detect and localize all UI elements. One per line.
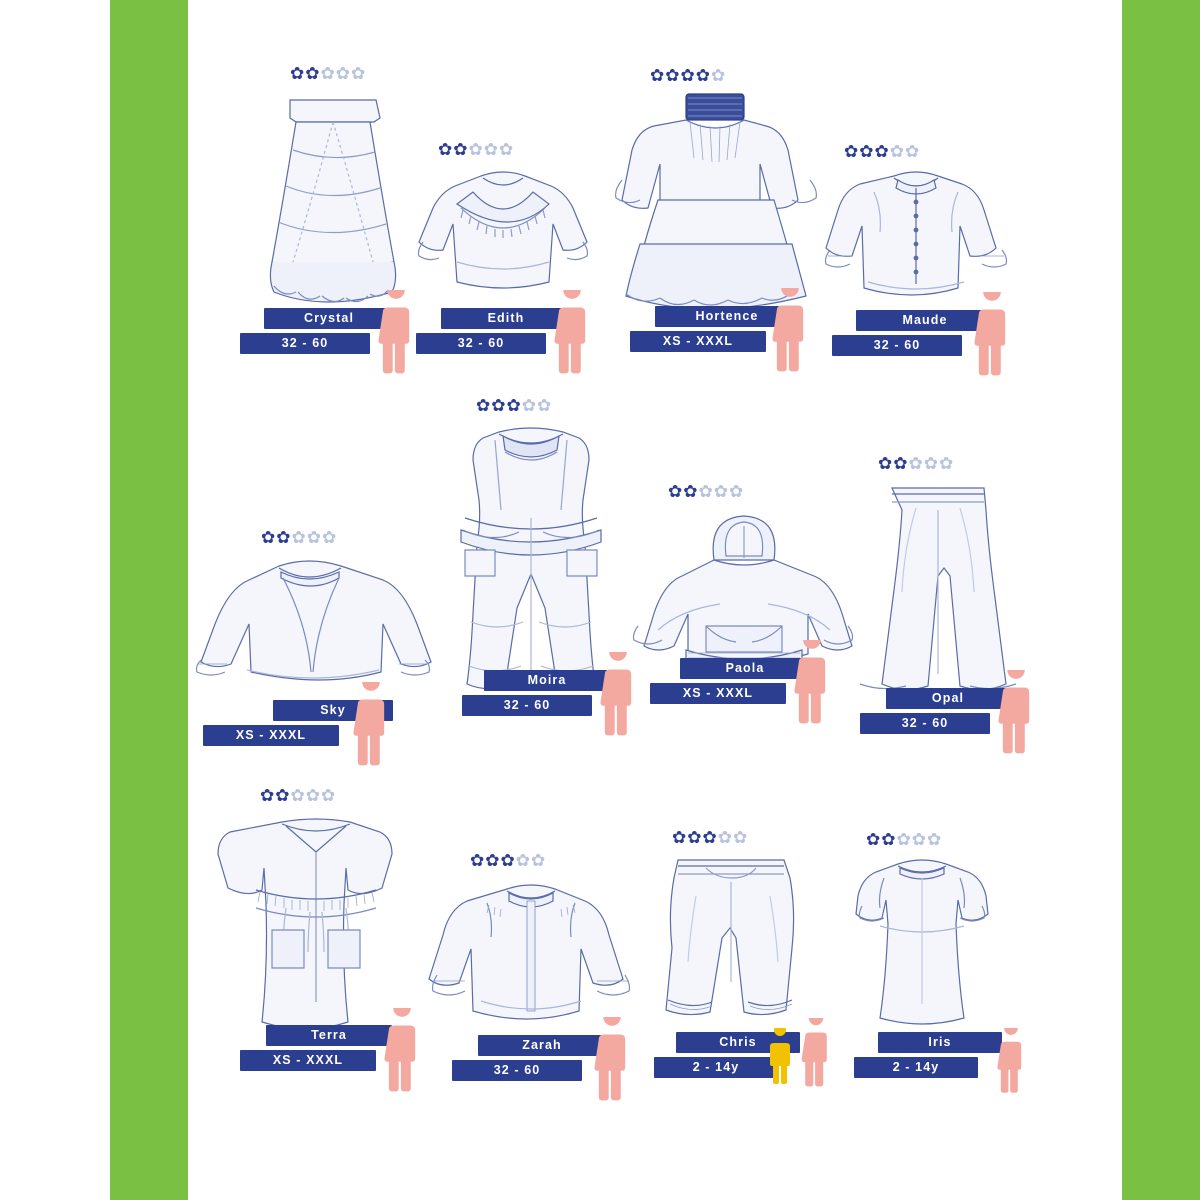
star-filled: ✿ [665, 66, 681, 86]
star-empty: ✿ [322, 528, 338, 548]
garment-illustration-crystal [238, 90, 428, 310]
item-maude[interactable] [812, 140, 1032, 370]
item-name-maude: Maude [856, 310, 994, 331]
star-empty: ✿ [711, 66, 727, 86]
star-empty: ✿ [927, 830, 943, 850]
item-name-paola: Paola [680, 658, 810, 679]
star-filled: ✿ [453, 140, 469, 160]
star-filled: ✿ [683, 482, 699, 502]
star-filled: ✿ [276, 528, 292, 548]
star-filled: ✿ [491, 396, 507, 416]
star-empty: ✿ [290, 786, 306, 806]
star-filled: ✿ [506, 396, 522, 416]
star-empty: ✿ [468, 140, 484, 160]
star-empty: ✿ [923, 454, 939, 474]
difficulty-rating-iris [866, 832, 942, 849]
star-filled: ✿ [680, 66, 696, 86]
difficulty-rating-maude [844, 144, 920, 161]
star-empty: ✿ [717, 828, 733, 848]
star-filled: ✿ [844, 142, 860, 162]
difficulty-rating-chris [672, 830, 748, 847]
star-filled: ✿ [260, 786, 276, 806]
difficulty-rating-terra [260, 788, 336, 805]
item-name-hortence: Hortence [655, 306, 799, 327]
star-filled: ✿ [702, 828, 718, 848]
item-opal[interactable] [838, 450, 1048, 750]
item-size-maude: 32 - 60 [832, 335, 962, 356]
star-empty: ✿ [351, 64, 367, 84]
difficulty-rating-hortence [650, 68, 726, 85]
difficulty-rating-zarah [470, 853, 546, 870]
item-name-edith: Edith [441, 308, 571, 329]
garment-illustration-iris [828, 854, 1018, 1054]
difficulty-rating-crystal [290, 66, 366, 83]
item-size-iris: 2 - 14y [854, 1057, 978, 1078]
star-empty: ✿ [305, 786, 321, 806]
garment-illustration-maude [812, 166, 1018, 311]
item-size-edith: 32 - 60 [416, 333, 546, 354]
figure-adult-hortence [768, 288, 812, 383]
star-filled: ✿ [438, 140, 454, 160]
star-filled: ✿ [290, 64, 306, 84]
star-filled: ✿ [275, 786, 291, 806]
star-empty: ✿ [939, 454, 955, 474]
star-empty: ✿ [306, 528, 322, 548]
item-size-zarah: 32 - 60 [452, 1060, 582, 1081]
star-filled: ✿ [893, 454, 909, 474]
item-hortence[interactable] [610, 58, 830, 368]
difficulty-rating-moira [476, 398, 552, 415]
star-empty: ✿ [335, 64, 351, 84]
garment-illustration-hortence [610, 88, 822, 318]
item-sky[interactable] [183, 520, 413, 760]
item-size-sky: XS - XXXL [203, 725, 339, 746]
item-size-opal: 32 - 60 [860, 713, 990, 734]
star-empty: ✿ [713, 482, 729, 502]
star-filled: ✿ [305, 64, 321, 84]
item-zarah[interactable] [426, 845, 656, 1095]
item-size-terra: XS - XXXL [240, 1050, 376, 1071]
star-empty: ✿ [733, 828, 749, 848]
star-filled: ✿ [878, 454, 894, 474]
item-name-opal: Opal [886, 688, 1010, 709]
figure-adult-iris [994, 1028, 1028, 1103]
figure-adult-opal [994, 670, 1038, 765]
item-name-chris: Chris [676, 1032, 800, 1053]
item-edith[interactable] [408, 138, 608, 368]
figure-adult-maude [970, 292, 1014, 387]
star-empty: ✿ [889, 142, 905, 162]
star-filled: ✿ [874, 142, 890, 162]
star-empty: ✿ [291, 528, 307, 548]
star-filled: ✿ [261, 528, 277, 548]
star-empty: ✿ [531, 851, 547, 871]
catalog-sheet [188, 0, 1122, 1200]
star-empty: ✿ [499, 140, 515, 160]
figure-adult-edith [550, 290, 594, 385]
star-empty: ✿ [896, 830, 912, 850]
star-empty: ✿ [320, 64, 336, 84]
star-filled: ✿ [476, 396, 492, 416]
star-filled: ✿ [485, 851, 501, 871]
right-green-border [1122, 0, 1200, 1200]
figure-adult-zarah [590, 1017, 634, 1112]
star-empty: ✿ [515, 851, 531, 871]
star-empty: ✿ [911, 830, 927, 850]
difficulty-rating-sky [261, 530, 337, 547]
item-crystal[interactable] [228, 60, 428, 360]
item-chris[interactable] [636, 820, 846, 1090]
star-filled: ✿ [866, 830, 882, 850]
star-empty: ✿ [729, 482, 745, 502]
difficulty-rating-opal [878, 456, 954, 473]
garment-illustration-moira [443, 422, 619, 692]
item-size-chris: 2 - 14y [654, 1057, 778, 1078]
item-size-crystal: 32 - 60 [240, 333, 370, 354]
difficulty-rating-edith [438, 142, 514, 159]
star-empty: ✿ [483, 140, 499, 160]
item-name-crystal: Crystal [264, 308, 394, 329]
item-size-moira: 32 - 60 [462, 695, 592, 716]
star-filled: ✿ [859, 142, 875, 162]
star-empty: ✿ [521, 396, 537, 416]
item-moira[interactable] [438, 390, 638, 750]
figure-adult-paola [790, 640, 834, 735]
star-filled: ✿ [695, 66, 711, 86]
item-name-zarah: Zarah [478, 1035, 606, 1056]
difficulty-rating-paola [668, 484, 744, 501]
figure-adult-terra [380, 1008, 424, 1103]
star-filled: ✿ [650, 66, 666, 86]
item-size-hortence: XS - XXXL [630, 331, 766, 352]
figure-child-chris [764, 1028, 796, 1095]
star-filled: ✿ [500, 851, 516, 871]
garment-illustration-zarah [421, 875, 641, 1035]
garment-illustration-sky [183, 552, 443, 692]
star-filled: ✿ [672, 828, 688, 848]
star-filled: ✿ [470, 851, 486, 871]
star-empty: ✿ [698, 482, 714, 502]
item-terra[interactable] [216, 780, 446, 1090]
figure-adult-sky [349, 682, 393, 777]
item-name-iris: Iris [878, 1032, 1002, 1053]
star-empty: ✿ [321, 786, 337, 806]
star-empty: ✿ [908, 454, 924, 474]
item-name-sky: Sky [273, 700, 393, 721]
item-name-moira: Moira [484, 670, 610, 691]
item-paola[interactable] [628, 478, 848, 748]
left-green-border [110, 0, 188, 1200]
item-name-terra: Terra [266, 1025, 392, 1046]
garment-illustration-edith [403, 164, 603, 304]
star-empty: ✿ [537, 396, 553, 416]
item-iris[interactable] [828, 820, 1048, 1090]
star-filled: ✿ [668, 482, 684, 502]
star-filled: ✿ [687, 828, 703, 848]
star-empty: ✿ [905, 142, 921, 162]
star-filled: ✿ [881, 830, 897, 850]
item-size-paola: XS - XXXL [650, 683, 786, 704]
